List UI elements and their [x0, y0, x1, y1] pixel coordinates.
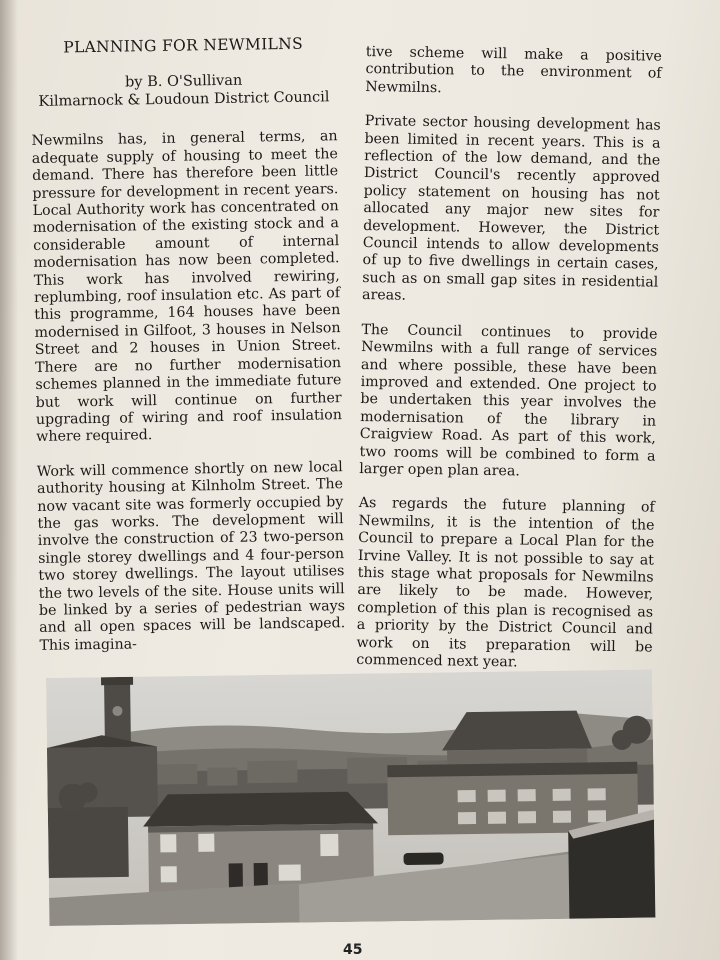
right-column: [356, 44, 662, 691]
paragraph: Newmilns has, in general terms, an adequate supply of housing to meet the demand. There has therefore been little pressure for development in recent years. Local Authority work has concentrated on modernisation of the existing stock and a considerable amount of internal modernisation has now been completed. This work has involved rewiring, replumbing, roof insulation etc. As part of this programme, 164 houses have been modernised in Gilfoot, 3 houses in Nelson Street and 2 houses in Union Street. There are no further modernisation schemes planned in the immediate future but work will continue on further upgrading of wiring and roof insulation where required.: [31, 128, 343, 446]
newmilns-housing-photo: [46, 670, 655, 926]
article-title: PLANNING FOR NEWMILNS: [63, 34, 304, 57]
paragraph: As regards the future planning of Newmilns, it is the intention of the Council to prepare a Local Plan for the Irvine Valley. It is not possible to say at this stage what proposals for Newmilns are likely to be made. However, completion of this plan is recognised as a priority by the District Council and work on its preparation will be commenced next year.: [356, 495, 655, 671]
article-byline: by B. O'Sullivan: [124, 73, 243, 91]
article-affiliation: Kilmarnock & Loudoun District Council: [38, 89, 330, 111]
page-number: 45: [343, 942, 363, 958]
page-gutter-shadow: [0, 0, 18, 960]
paragraph: Work will commence shortly on new local authority housing at Kilnholm Street. The now vacant site was formerly occupied by the gas works. The development will involve the construction of 23 two-person single storey dwellings and 4 four-person two storey dwellings. The layout utilises the two levels of the site. House units will be linked by a series of pedestrian ways and all open spaces will be landscaped. This imagina-: [36, 458, 346, 654]
left-column: [30, 35, 346, 672]
paragraph: tive scheme will make a positive contribution to the environment of Newmilns.: [365, 44, 662, 97]
paragraph: Private sector housing development has been limited in recent years. This is a reflection of the low demand, and the District Council's recently approved policy statement on housing has not allocated any major new sites for development. However, the District Council intends to allow developments of up to five dwellings in certain cases, such as on small gap sites in residential areas.: [361, 113, 661, 304]
paragraph: The Council continues to provide Newmilns with a full range of services and where possible, these have been improved and extended. One project to be undertaken this year involves the modernisation of the library in Craigview Road. As part of this work, two rooms will be combined to form a larger open plan area.: [359, 321, 658, 480]
